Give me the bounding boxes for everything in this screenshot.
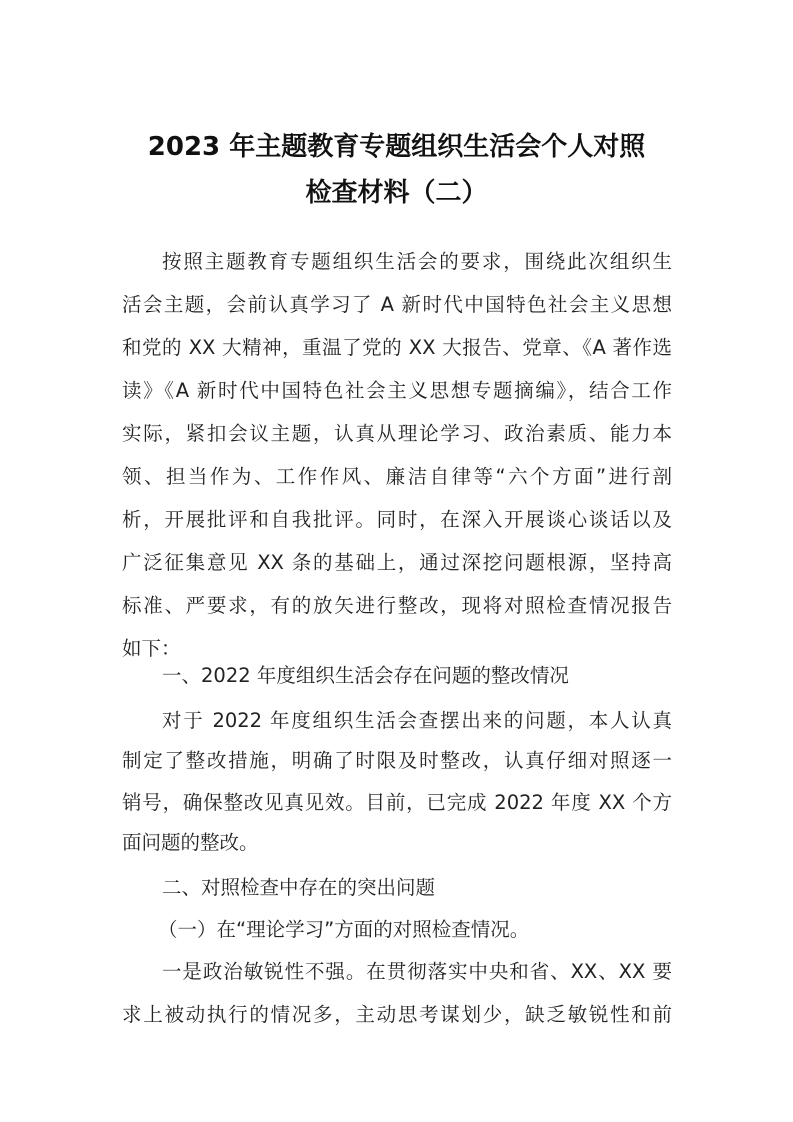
section-heading-2: 二、对照检查中存在的突出问题 <box>162 876 436 899</box>
paragraph-line: 和党的 XX 大精神，重温了党的 XX 大报告、党章、《A 著作选 <box>122 336 672 359</box>
paragraph-line: 领、担当作为、工作作风、廉洁自律等“六个方面”进行剖 <box>122 465 672 488</box>
paragraph-line: 对于 2022 年度组织生活会查摆出来的问题，本人认真 <box>162 709 672 732</box>
paragraph-line: 活会主题，会前认真学习了 A 新时代中国特色社会主义思想 <box>122 293 672 316</box>
paragraph-line: 销号，确保整改见真见效。目前，已完成 2022 年度 XX 个方 <box>122 791 672 814</box>
paragraph-line: 一是政治敏锐性不强。在贯彻落实中央和省、XX、XX 要 <box>162 960 672 983</box>
paragraph-line: 实际，紧扣会议主题，认真从理论学习、政治素质、能力本 <box>122 422 672 445</box>
paragraph-line: 如下： <box>122 637 181 660</box>
section-heading-1: 一、2022 年度组织生活会存在问题的整改情况 <box>162 664 569 687</box>
paragraph-line: 面问题的整改。 <box>122 831 259 854</box>
paragraph-line: 读》《A 新时代中国特色社会主义思想专题摘编》，结合工作 <box>122 379 672 402</box>
subsection-heading-1: （一）在“理论学习”方面的对照检查情况。 <box>158 918 530 941</box>
document-title-line-1: 2023 年主题教育专题组织生活会个人对照 <box>147 132 646 162</box>
paragraph-line: 求上被动执行的情况多，主动思考谋划少，缺乏敏锐性和前 <box>122 1003 672 1026</box>
paragraph-line: 标准、严要求，有的放矢进行整改，现将对照检查情况报告 <box>122 594 672 617</box>
paragraph-line: 制定了整改措施，明确了时限及时整改，认真仔细对照逐一 <box>122 749 672 772</box>
document-title-line-2: 检查材料（二） <box>305 178 488 208</box>
paragraph-line: 析，开展批评和自我批评。同时，在深入开展谈心谈话以及 <box>122 508 672 531</box>
paragraph-line: 广泛征集意见 XX 条的基础上，通过深挖问题根源，坚持高 <box>122 551 672 574</box>
paragraph-line: 按照主题教育专题组织生活会的要求，围绕此次组织生 <box>162 250 672 273</box>
